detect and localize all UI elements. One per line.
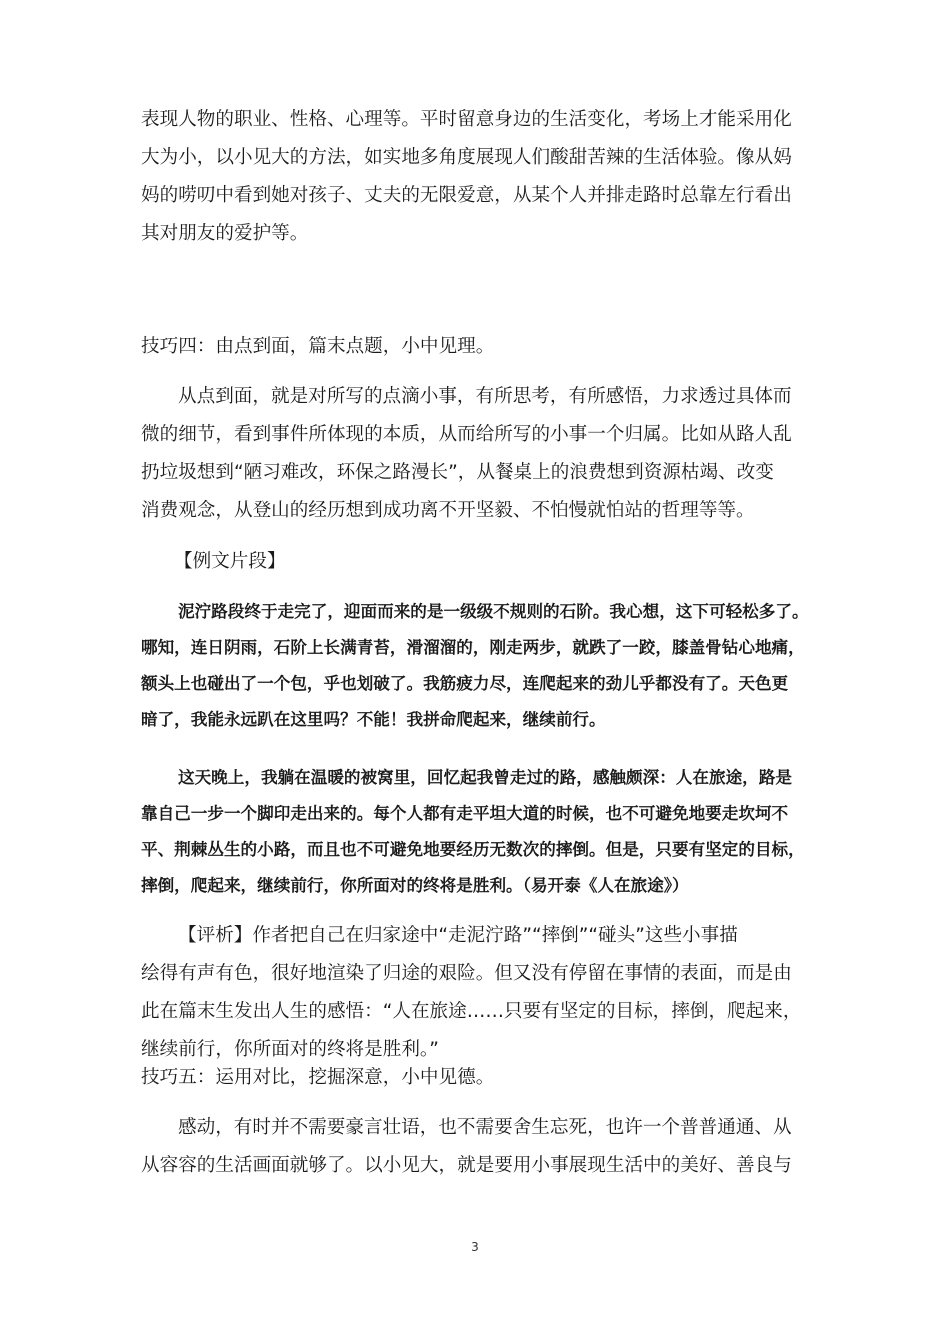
text-line: 平、荆棘丛生的小路，而且也不可避免地要经历无数次的摔倒。但是，只要有坚定的目标， [141, 840, 805, 859]
analysis-paragraph [141, 917, 801, 1069]
text-line: 消费观念，从登山的经历想到成功离不开坚毅、不怕慢就怕站的哲理等等。 [141, 500, 755, 521]
text-line: 暗了，我能永远趴在这里吗？不能！我拼命爬起来，继续前行。 [141, 710, 606, 729]
page-number: 3 [471, 1240, 479, 1254]
text-line: 哪知，连日阴雨，石阶上长满青苔，滑溜溜的，刚走两步，就跌了一跤，膝盖骨钻心地痛， [141, 638, 805, 657]
example-paragraph-2 [141, 760, 805, 904]
text-line: 表现人物的职业、性格、心理等。平时留意身边的生活变化，考场上才能采用化 [141, 109, 792, 130]
tip5-heading: 技巧五：运用对比，挖掘深意，小中见德。 [141, 1067, 495, 1088]
text-line: 感动，有时并不需要豪言壮语，也不需要舍生忘死，也许一个普普通通、从 [178, 1117, 792, 1138]
example-paragraph-1 [141, 594, 809, 738]
example-label: 【例文片段】 [174, 551, 286, 572]
text-line: 绘得有声有色，很好地渲染了归途的艰险。但又没有停留在事情的表面，而是由 [141, 963, 792, 984]
text-line: 继续前行，你所面对的终将是胜利。” [141, 1039, 439, 1060]
text-line: 其对朋友的爱护等。 [141, 223, 309, 244]
text-line: 扔垃圾想到“陋习难改，环保之路漫长”，从餐桌上的浪费想到资源枯竭、改变 [141, 462, 774, 483]
text-line: 大为小，以小见大的方法，如实地多角度展现人们酸甜苦辣的生活体验。像从妈 [141, 147, 792, 168]
tip4-paragraph [141, 378, 792, 530]
text-line: 摔倒，爬起来，继续前行，你所面对的终将是胜利。（易开泰《人在旅途》） [141, 876, 689, 895]
tip5-paragraph [141, 1109, 792, 1185]
text-line: 泥泞路段终于走完了，迎面而来的是一级级不规则的石阶。我心想，这下可轻松多了。 [178, 602, 809, 621]
text-line: 【评析】作者把自己在归家途中“走泥泞路”“摔倒”“碰头”这些小事描 [178, 925, 738, 946]
text-line: 从容容的生活画面就够了。以小见大，就是要用小事展现生活中的美好、善良与 [141, 1155, 792, 1176]
text-line: 靠自己一步一个脚印走出来的。每个人都有走平坦大道的时候，也不可避免地要走坎坷不 [141, 804, 789, 823]
text-line: 这天晚上，我躺在温暖的被窝里，回忆起我曾走过的路，感触颇深：人在旅途，路是 [178, 768, 792, 787]
intro-paragraph [141, 101, 792, 253]
text-line: 从点到面，就是对所写的点滴小事，有所思考，有所感悟，力求透过具体而 [178, 386, 792, 407]
text-line: 此在篇末生发出人生的感悟：“人在旅途……只要有坚定的目标，摔倒，爬起来， [141, 1001, 802, 1022]
text-line: 微的细节，看到事件所体现的本质，从而给所写的小事一个归属。比如从路人乱 [141, 424, 792, 445]
text-line: 妈的唠叨中看到她对孩子、丈夫的无限爱意，从某个人并排走路时总靠左行看出 [141, 185, 792, 206]
text-line: 额头上也碰出了一个包，乎也划破了。我筋疲力尽，连爬起来的劲儿乎都没有了。天色更 [141, 674, 789, 693]
tip4-heading: 技巧四：由点到面，篇末点题，小中见理。 [141, 336, 495, 357]
